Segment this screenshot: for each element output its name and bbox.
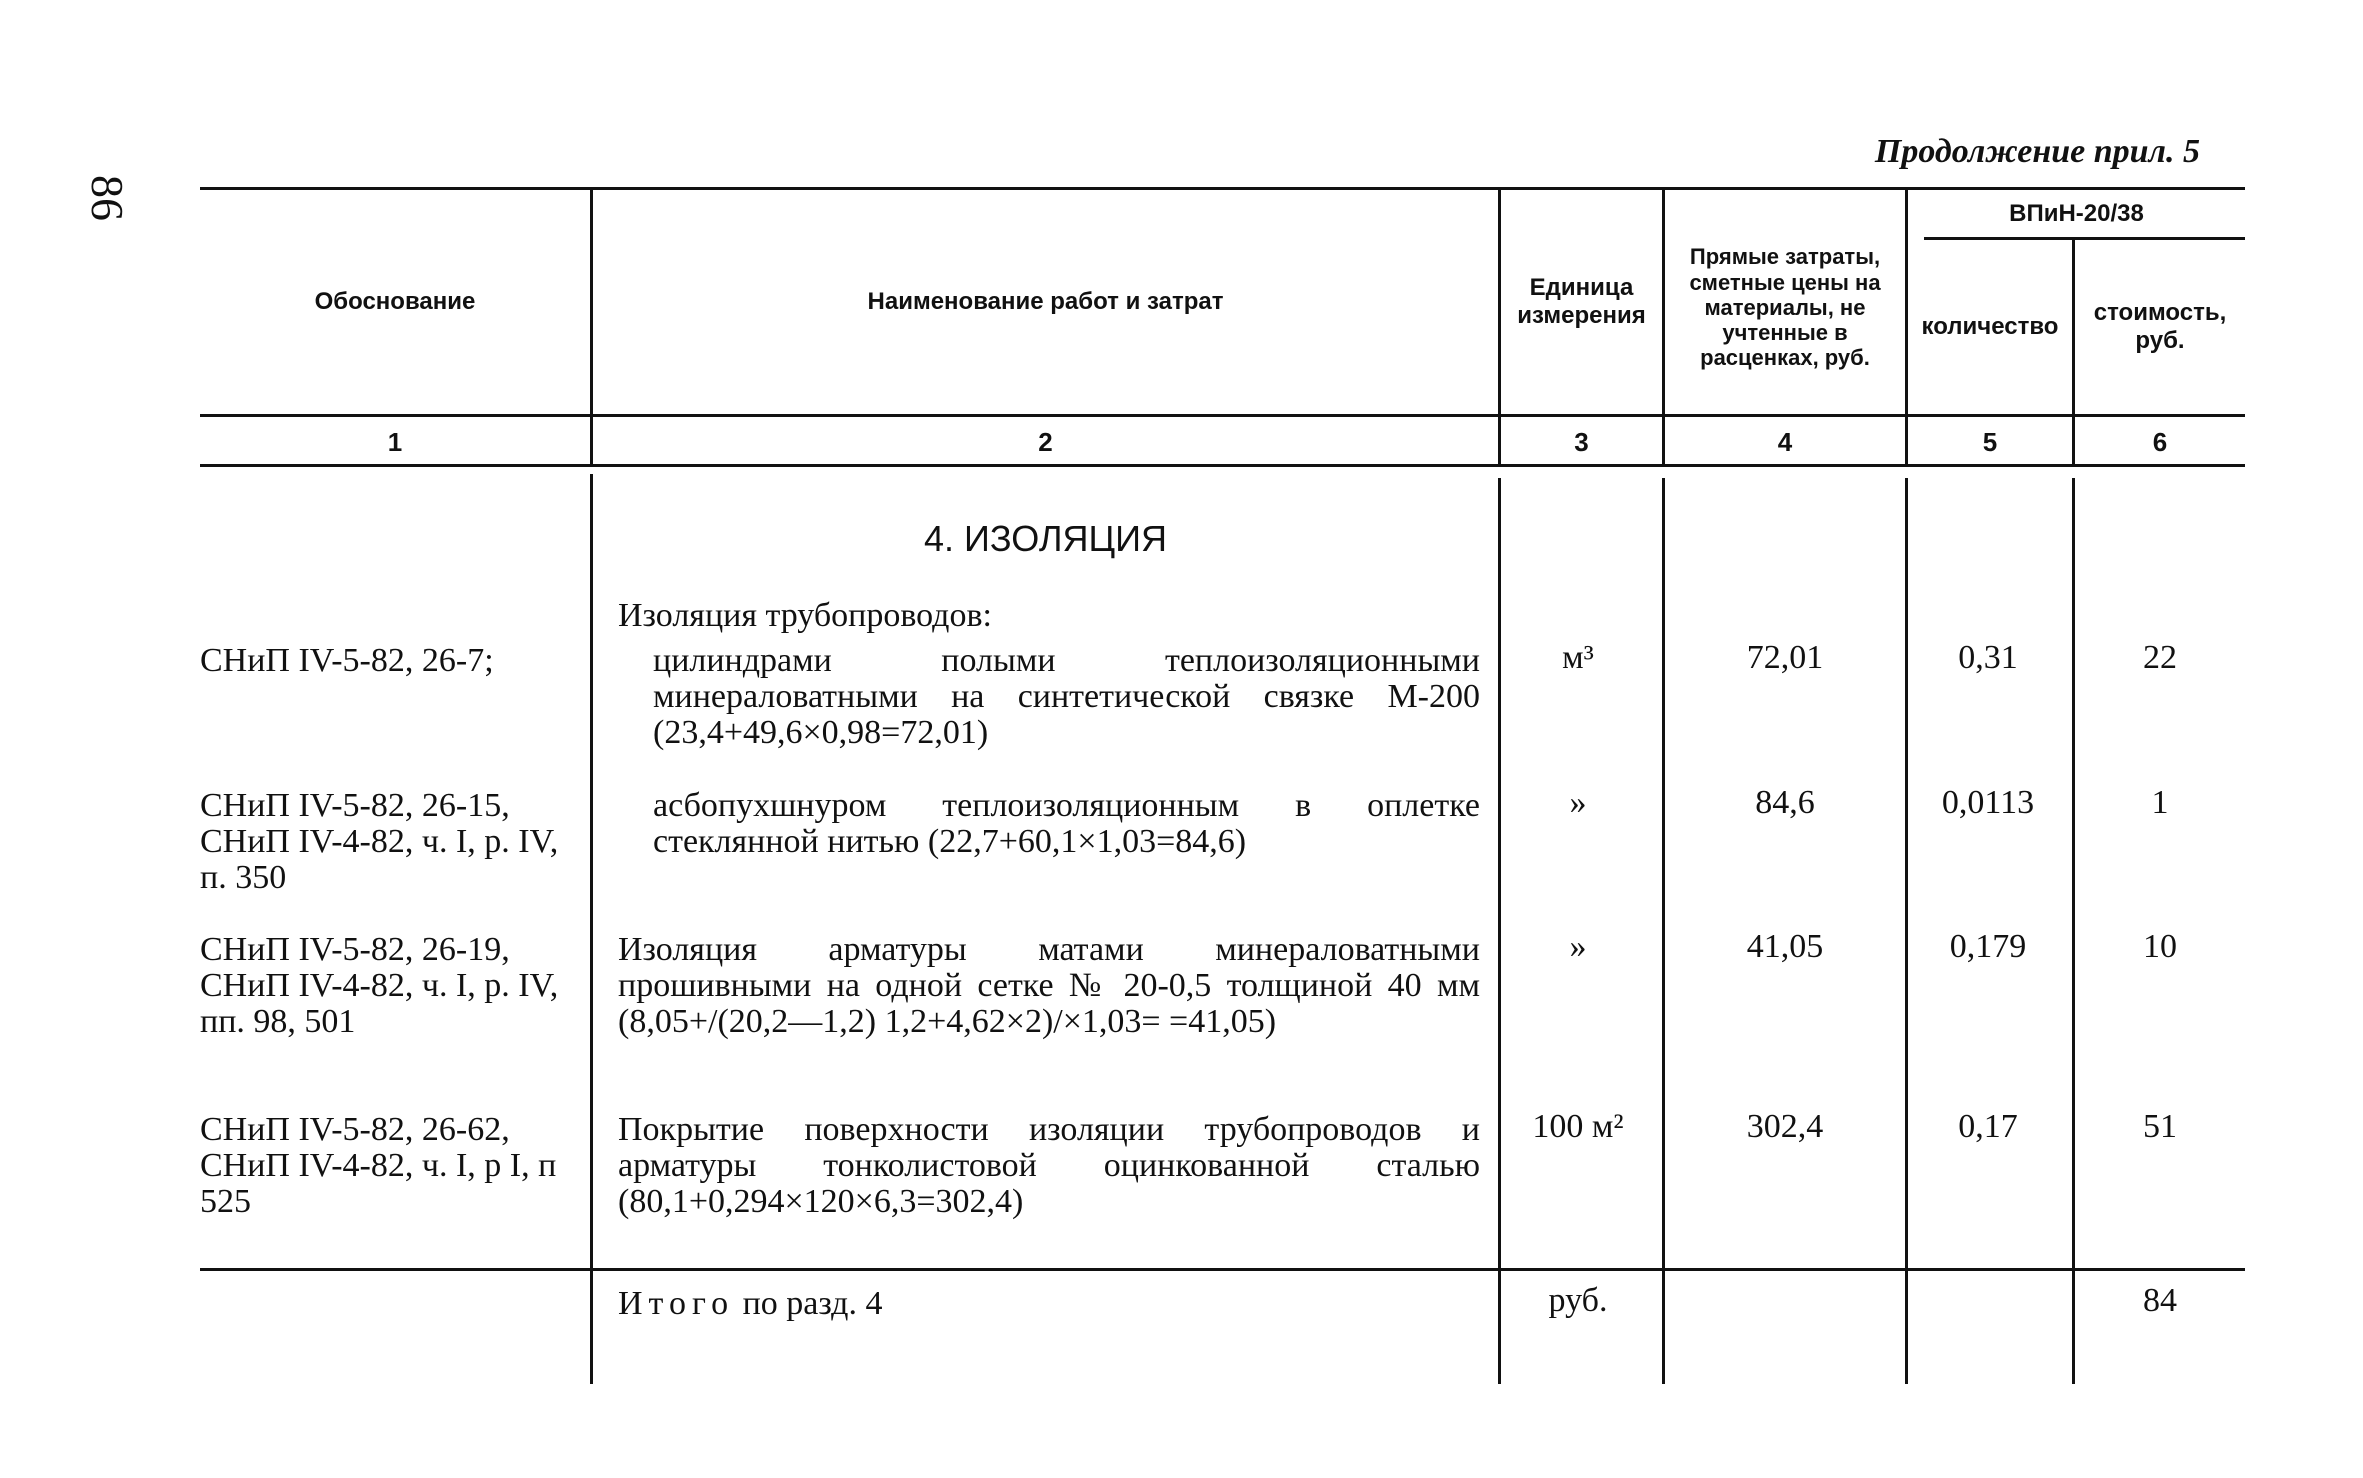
header-cost: стоимость, руб. (2093, 299, 2227, 354)
header-basis: Обоснование (314, 288, 476, 316)
row-2-name: асбопухшнуром теплоизоляционным в оплетке стеклянной нитью (22,7+60,1×1,03=84,6) (653, 787, 1480, 860)
header-bottom-rule (200, 414, 2245, 417)
column-number-5: 5 (1982, 426, 1998, 457)
row-1-intro: Изоляция трубопроводов: (618, 597, 992, 634)
total-unit: руб. (1548, 1282, 1608, 1319)
row-3-price: 41,05 (1746, 928, 1824, 965)
row-4-name: Покрытие поверхности изоляции трубопроводов и арматуры тонколистовой оцинкованной сталью (80,1+0,294×120×6,3=302,4) (618, 1111, 1480, 1220)
row-4-basis: СНиП IV-5-82, 26-62, СНиП IV-4-82, ч. I, р I, п 525 (200, 1111, 557, 1220)
column-number-1: 1 (387, 426, 403, 457)
body-bottom-rule (200, 1268, 2245, 1271)
column-numbers-rule (200, 464, 2245, 467)
header-name: Наименование работ и затрат (867, 288, 1224, 316)
continuation-label: Продолжение прил. 5 (1874, 133, 2200, 170)
column-number-2: 2 (1038, 426, 1053, 457)
header-unit: Единица измерения (1517, 274, 1646, 329)
row-2-unit: » (1569, 784, 1587, 821)
row-1-price: 72,01 (1746, 639, 1824, 676)
total-label-spaced: Итого (618, 1285, 735, 1322)
column-number-6: 6 (2152, 426, 2168, 457)
row-1-name: цилиндрами полыми теплоизоляционными минераловатными на синтетической связке М-200 (23,4+49,6×0,98=72,01) (653, 642, 1480, 751)
row-3-basis: СНиП IV-5-82, 26-19, СНиП IV-4-82, ч. I, р. IV, пп. 98, 501 (200, 931, 559, 1040)
row-4-quantity: 0,17 (1958, 1108, 2018, 1145)
row-2-basis: СНиП IV-5-82, 26-15, СНиП IV-4-82, ч. I, р. IV, п. 350 (200, 787, 559, 896)
row-1-cost: 22 (2143, 639, 2177, 676)
total-label (618, 1286, 1480, 1322)
header-quantity: количество (1921, 313, 2059, 341)
row-4-price: 302,4 (1746, 1108, 1824, 1145)
row-4-cost: 51 (2143, 1108, 2177, 1145)
column-number-3: 3 (1574, 426, 1589, 457)
row-3-quantity: 0,179 (1949, 928, 2027, 965)
row-4-unit: 100 м² (1532, 1108, 1624, 1145)
page-number: 86 (82, 175, 133, 221)
row-3-name: Изоляция арматуры матами минераловатными прошивными на одной сетке № 20-0,5 толщиной 40 мм (8,05+/(20,2—1,2) 1,2+4,62×2)/×1,03= =41,05) (618, 931, 1480, 1040)
column-number-4: 4 (1777, 426, 1793, 457)
row-3-unit: » (1569, 928, 1587, 965)
total-cost: 84 (2143, 1282, 2177, 1319)
row-2-quantity: 0,0113 (1941, 784, 2035, 821)
row-1-quantity: 0,31 (1958, 639, 2018, 676)
row-3-cost: 10 (2143, 928, 2177, 965)
header-direct-costs: Прямые затраты, сметные цены на материалы, не учтенные в расценках, руб. (1689, 244, 1881, 371)
row-2-cost: 1 (2151, 784, 2169, 821)
section-title: 4. ИЗОЛЯЦИЯ (924, 518, 1167, 559)
row-1-unit: м³ (1562, 639, 1594, 676)
row-2-price: 84,6 (1755, 784, 1815, 821)
total-label-rest: по разд. 4 (742, 1285, 883, 1322)
header-group: ВПиН-20/38 (2009, 199, 2144, 227)
body-vrule-1 (590, 474, 593, 1384)
row-1-basis: СНиП IV-5-82, 26-7; (200, 642, 494, 679)
